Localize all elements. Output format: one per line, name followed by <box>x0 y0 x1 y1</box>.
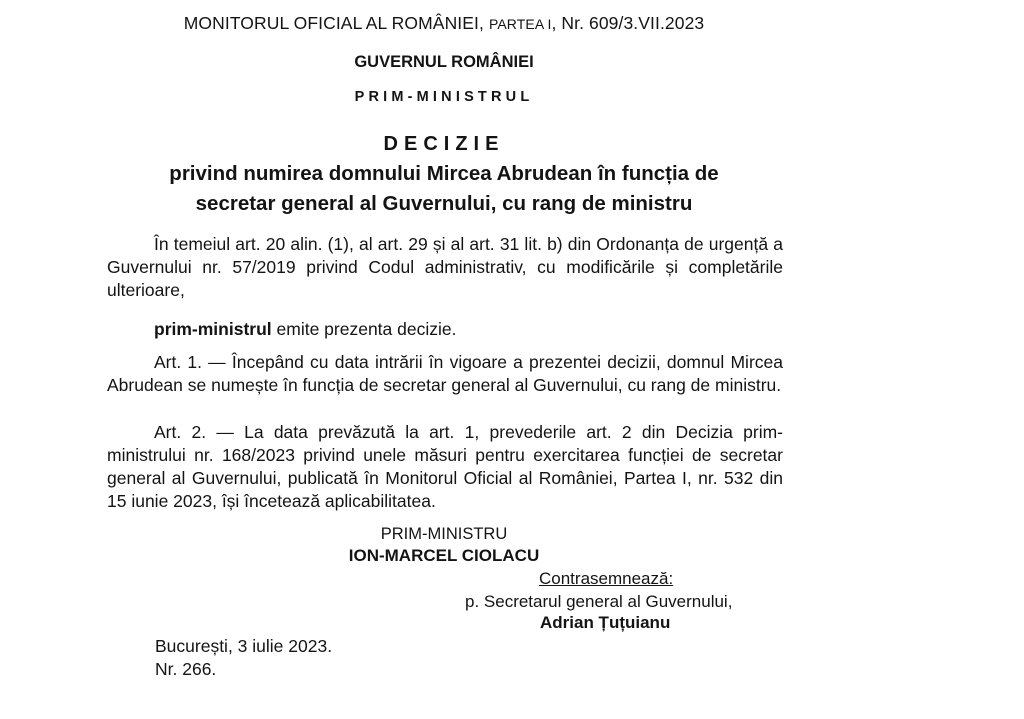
gazette-issue: , Nr. 609/3.VII.2023 <box>551 13 705 33</box>
signatory-name: ION-MARCEL CIOLACU <box>348 546 540 565</box>
decision-number: Nr. 266. <box>155 659 217 679</box>
document-title-line-1: privind numirea domnului Mircea Abrudean în funcția de <box>169 162 719 185</box>
gazette-part: PARTEA I <box>488 16 552 32</box>
article-2: Art. 2. — La data prevăzută la art. 1, prevederile art. 2 din Decizia prim-ministrului nr. 168/2023 privind unele măsuri pentru exercitarea funcției de secretar general al Guvernului, publicată în Monitorul Oficial al României, Partea I, nr. 532 din 15 iunie 2023, își încetează aplicabilitatea. <box>107 422 783 511</box>
gazette-publication: MONITORUL OFICIAL AL ROMÂNIEI, <box>183 13 484 33</box>
place-and-date: București, 3 iulie 2023. <box>155 636 333 656</box>
countersign-label: Contrasemnează: <box>539 569 674 588</box>
countersign-name: Adrian Țuțuianu <box>540 613 671 632</box>
issuance-text: emite prezenta decizie. <box>271 319 457 339</box>
preamble-paragraph: În temeiul art. 20 alin. (1), al art. 29 și al art. 31 lit. b) din Ordonanța de urgență a Guvernului nr. 57/2019 privind Codul administrativ, cu modificările și completările ulterioare, <box>107 234 783 300</box>
issuer-government: GUVERNUL ROMÂNIEI <box>354 53 534 71</box>
gazette-header <box>0 13 888 34</box>
issuer-bold-text: prim-ministrul <box>154 319 272 339</box>
countersign-role: p. Secretarul general al Guvernului, <box>465 592 733 611</box>
article-1: Art. 1. — Începând cu data intrării în vigoare a prezentei decizii, domnul Mircea Abrudean se numește în funcția de secretar general al Guvernului, cu rang de ministru. <box>107 352 783 395</box>
document-title-line-2: secretar general al Guvernului, cu rang de ministru <box>195 192 693 215</box>
issuer-office: PRIM-MINISTRUL <box>354 89 534 105</box>
signatory-title: PRIM-MINISTRU <box>380 525 508 543</box>
document-type: DECIZIE <box>383 133 505 155</box>
issuance-paragraph <box>107 318 783 341</box>
